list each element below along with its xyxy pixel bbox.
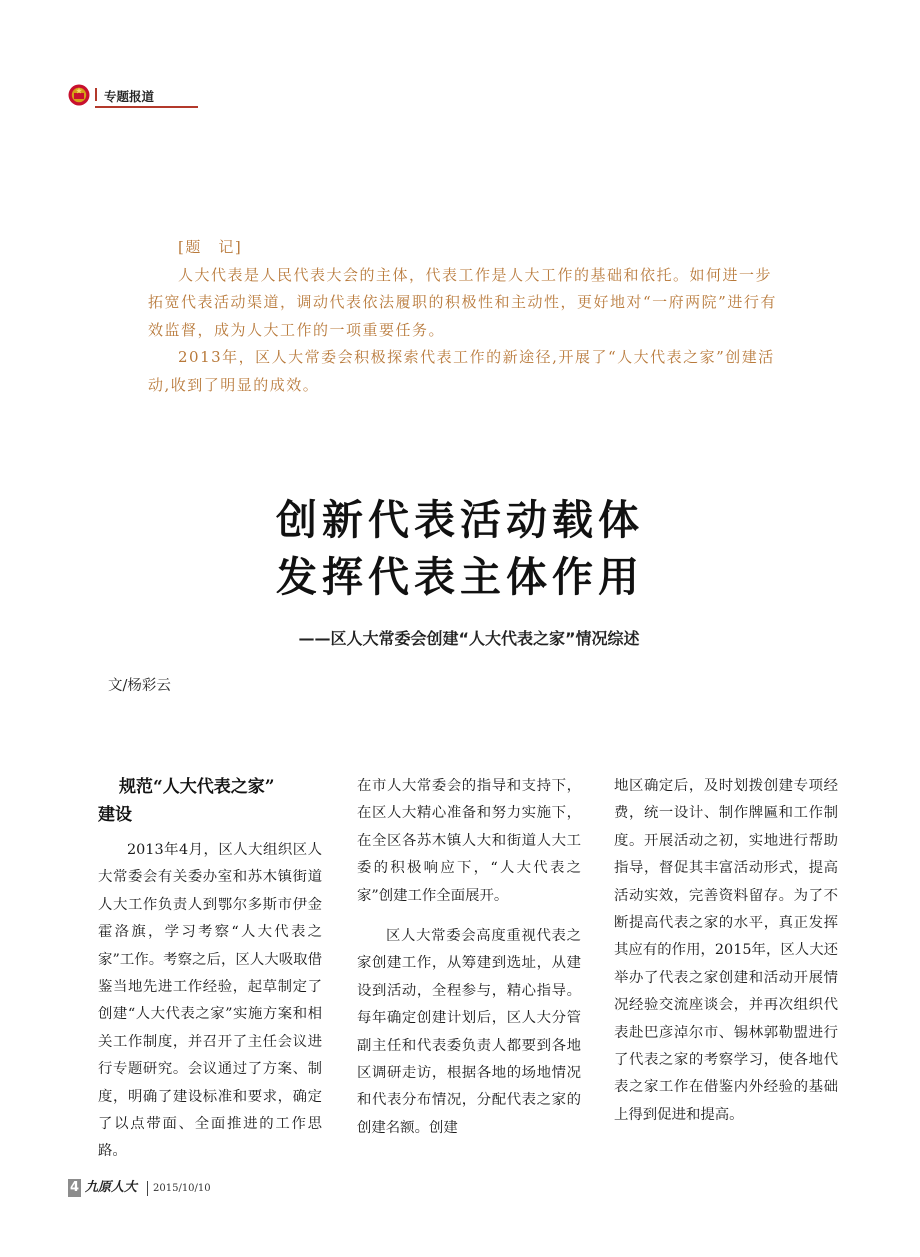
page-number: 4: [69, 1180, 80, 1195]
body-paragraph: 2013年4月，区人大组织区人大常委会有关委办室和苏木镇街道人大工作负责人到鄂尔多斯市伊金霍洛旗，学习考察“人大代表之家”工作。考察之后，区人大吸取借鉴当地先进工作经验，起草制定了创建“人大代表之家”实施方案和相关工作制度，并召开了主任会议进行专题研究。会议通过了方案、制度，明确了建设标准和要求，确定了以点带面、全面推进的工作思路。: [98, 842, 322, 1160]
article-subtitle: ——区人大常委会创建“人大代表之家”情况综述: [298, 629, 640, 648]
title-line-2: 发挥代表主体作用: [276, 553, 644, 601]
section-heading: [98, 773, 322, 829]
footer-divider: [147, 1181, 148, 1196]
header-underline: [95, 106, 198, 108]
preface-label: [题 记]: [178, 238, 243, 256]
preface-paragraph: 2013年，区人大常委会积极探索代表工作的新途径,开展了“人大代表之家”创建活动,收到了明显的成效。: [148, 348, 775, 394]
section-heading-line: 规范“人大代表之家”: [119, 777, 275, 797]
body-paragraph: 地区确定后，及时划拨创建专项经费，统一设计、制作牌匾和工作制度。开展活动之初，实地进行帮助指导，督促其丰富活动形式，提高活动实效，完善资料留存。为了不断提高代表之家的水平，真正发挥其应有的作用，2015年，区人大还举办了代表之家创建和活动开展情况经验交流座谈会，并再次组织代表赴巴彦淖尔市、锡林郭勒盟进行了代表之家的考察学习，使各地代表之家工作在借鉴内外经验的基础上得到促进和提高。: [614, 778, 838, 1123]
title-line-1: 创新代表活动载体: [276, 496, 644, 544]
issue-date: 2015/10/10: [153, 1183, 211, 1194]
article-title: [0, 492, 920, 606]
body-paragraph: 在市人大常委会的指导和支持下，在区人大精心准备和努力实施下，在全区各苏木镇人大和街道人大工委的积极响应下，“人大代表之家”创建工作全面展开。: [357, 778, 581, 904]
section-label: 专题报道: [104, 89, 155, 104]
section-heading-line: 建设: [98, 805, 132, 825]
section-header: [68, 84, 198, 110]
header-accent: [95, 88, 97, 101]
preface-paragraph: 人大代表是人民代表大会的主体，代表工作是人大工作的基础和依托。如何进一步拓宽代表活动渠道，调动代表依法履职的积极性和主动性，更好地对“一府两院”进行有效监督，成为人大工作的一项重要任务。: [148, 265, 777, 339]
body-paragraph: 区人大常委会高度重视代表之家创建工作，从筹建到选址，从建设到活动，全程参与，精心指导。每年确定创建计划后，区人大分管副主任和代表委负责人都要到各地区调研走访，根据各地的场地情况和代表分布情况，分配代表之家的创建名额。创建: [357, 928, 581, 1136]
body-column-3: [614, 773, 838, 1129]
magazine-name: 九原人大: [85, 1180, 138, 1195]
national-emblem-icon: [68, 84, 90, 106]
body-column-2: [357, 773, 581, 1142]
byline: 文/杨彩云: [108, 678, 171, 694]
preface: [148, 234, 788, 400]
body-column-1: [98, 773, 322, 1166]
